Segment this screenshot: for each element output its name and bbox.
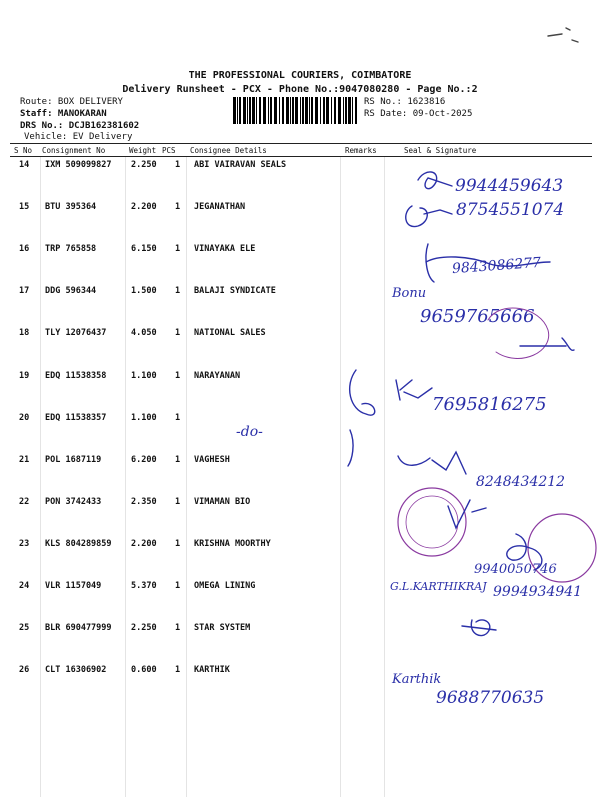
row-consignee: BALAJI SYNDICATE xyxy=(194,286,276,296)
handwritten-phone: 9940050746 xyxy=(474,562,557,577)
row-sno: 21 xyxy=(19,455,30,465)
row-consignee: VINAYAKA ELE xyxy=(194,244,256,254)
row-consignment: IXM 509099827 xyxy=(45,160,112,170)
signature xyxy=(398,452,466,474)
row-consignment: DDG 596344 xyxy=(45,286,97,296)
row-pcs: 1 xyxy=(175,328,181,338)
col-pcs: PCS xyxy=(162,146,176,155)
row-pcs: 1 xyxy=(175,202,181,212)
row-pcs: 1 xyxy=(175,455,181,465)
col-consignment: Consignment No xyxy=(42,146,106,155)
handwritten-name: Karthik xyxy=(392,672,442,687)
handwritten-phone: 8754551074 xyxy=(456,200,565,220)
stamp xyxy=(528,514,596,582)
col-remarks: Remarks xyxy=(345,146,377,155)
row-weight: 5.370 xyxy=(131,581,157,591)
row-sno: 15 xyxy=(19,202,30,212)
row-consignment: EDQ 11538358 xyxy=(45,371,107,381)
drs-label: DRS No.: DCJB162381602 xyxy=(20,121,140,131)
signature xyxy=(462,620,496,636)
row-sno: 17 xyxy=(19,286,30,296)
row-pcs: 1 xyxy=(175,160,181,170)
signature xyxy=(520,338,574,350)
row-sno: 26 xyxy=(19,665,30,675)
row-consignment: BLR 690477999 xyxy=(45,623,112,633)
row-weight: 1.100 xyxy=(131,371,157,381)
row-weight: 2.250 xyxy=(131,160,157,170)
row-consignee: KRISHNA MOORTHY xyxy=(194,539,271,549)
row-pcs: 1 xyxy=(175,623,181,633)
row-weight: 6.200 xyxy=(131,455,157,465)
stamp xyxy=(406,496,458,548)
row-weight: 2.350 xyxy=(131,497,157,507)
stamp xyxy=(488,308,549,359)
handwritten-ditto-mark: -do- xyxy=(236,424,263,440)
corner-mark xyxy=(548,28,578,42)
signature xyxy=(426,244,550,282)
row-consignment: TLY 12076437 xyxy=(45,328,107,338)
signature xyxy=(507,534,542,570)
row-consignee: KARTHIK xyxy=(194,665,230,675)
row-sno: 22 xyxy=(19,497,30,507)
signature xyxy=(406,206,452,227)
handwritten-phone: 7695816275 xyxy=(432,394,547,415)
signature xyxy=(350,370,432,415)
handwritten-name: Bonu xyxy=(392,286,427,301)
handwritten-phone: 9688770635 xyxy=(436,688,545,708)
staff-label: Staff: MANOKARAN xyxy=(20,109,107,119)
handwritten-phone: 9944459643 xyxy=(455,176,564,196)
signature xyxy=(348,430,353,466)
row-weight: 2.200 xyxy=(131,202,157,212)
row-sno: 23 xyxy=(19,539,30,549)
vehicle-label: Vehicle: EV Delivery xyxy=(24,132,133,142)
row-consignee: NARAYANAN xyxy=(194,371,241,381)
row-weight: 2.250 xyxy=(131,623,157,633)
row-pcs: 1 xyxy=(175,286,181,296)
row-consignment: BTU 395364 xyxy=(45,202,97,212)
row-sno: 16 xyxy=(19,244,30,254)
row-weight: 0.600 xyxy=(131,665,157,675)
row-weight: 6.150 xyxy=(131,244,157,254)
row-consignee: JEGANATHAN xyxy=(194,202,246,212)
row-sno: 19 xyxy=(19,371,30,381)
row-pcs: 1 xyxy=(175,413,181,423)
row-pcs: 1 xyxy=(175,665,181,675)
handwritten-phone: 9843086277 xyxy=(451,254,542,278)
row-consignee: STAR SYSTEM xyxy=(194,623,251,633)
row-sno: 20 xyxy=(19,413,30,423)
row-consignee: ABI VAIRAVAN SEALS xyxy=(194,160,287,170)
row-weight: 2.200 xyxy=(131,539,157,549)
row-consignee: OMEGA LINING xyxy=(194,581,256,591)
row-sno: 18 xyxy=(19,328,30,338)
row-pcs: 1 xyxy=(175,581,181,591)
handwritten-phone: 9994934941 xyxy=(493,584,583,600)
handwritten-phone: 8248434212 xyxy=(476,474,566,490)
row-consignment: PON 3742433 xyxy=(45,497,102,507)
row-consignee: VAGHESH xyxy=(194,455,230,465)
row-weight: 1.500 xyxy=(131,286,157,296)
handwritten-name: G.L.KARTHIKRAJ xyxy=(390,580,487,593)
row-consignment: KLS 804289859 xyxy=(45,539,112,549)
rs-number: RS No.: 1623816 xyxy=(364,97,446,107)
row-pcs: 1 xyxy=(175,371,181,381)
rs-date: RS Date: 09-Oct-2025 xyxy=(364,109,473,119)
col-sno: S No xyxy=(14,146,33,155)
row-sno: 14 xyxy=(19,160,30,170)
route-label: Route: BOX DELIVERY xyxy=(20,97,123,107)
row-sno: 24 xyxy=(19,581,30,591)
col-weight: Weight xyxy=(129,146,157,155)
row-consignee: NATIONAL SALES xyxy=(194,328,266,338)
runsheet-title: Delivery Runsheet - PCX - Phone No.:9047080280 - Page No.:2 xyxy=(122,84,478,95)
col-consignee: Consignee Details xyxy=(190,146,267,155)
company-title: THE PROFESSIONAL COURIERS, COIMBATORE xyxy=(188,70,412,81)
row-consignment: EDQ 11538357 xyxy=(45,413,107,423)
col-seal: Seal & Signature xyxy=(404,146,477,155)
row-weight: 4.050 xyxy=(131,328,157,338)
row-sno: 25 xyxy=(19,623,30,633)
stamp xyxy=(398,488,466,556)
signature xyxy=(418,172,452,189)
row-consignee: VIMAMAN BIO xyxy=(194,497,251,507)
row-weight: 1.100 xyxy=(131,413,157,423)
row-consignment: TRP 765858 xyxy=(45,244,97,254)
row-pcs: 1 xyxy=(175,244,181,254)
signature xyxy=(448,500,486,528)
row-consignment: VLR 1157049 xyxy=(45,581,102,591)
row-consignment: POL 1687119 xyxy=(45,455,102,465)
row-pcs: 1 xyxy=(175,539,181,549)
row-pcs: 1 xyxy=(175,497,181,507)
row-consignment: CLT 16306902 xyxy=(45,665,107,675)
handwritten-phone: 9659765666 xyxy=(420,306,535,327)
